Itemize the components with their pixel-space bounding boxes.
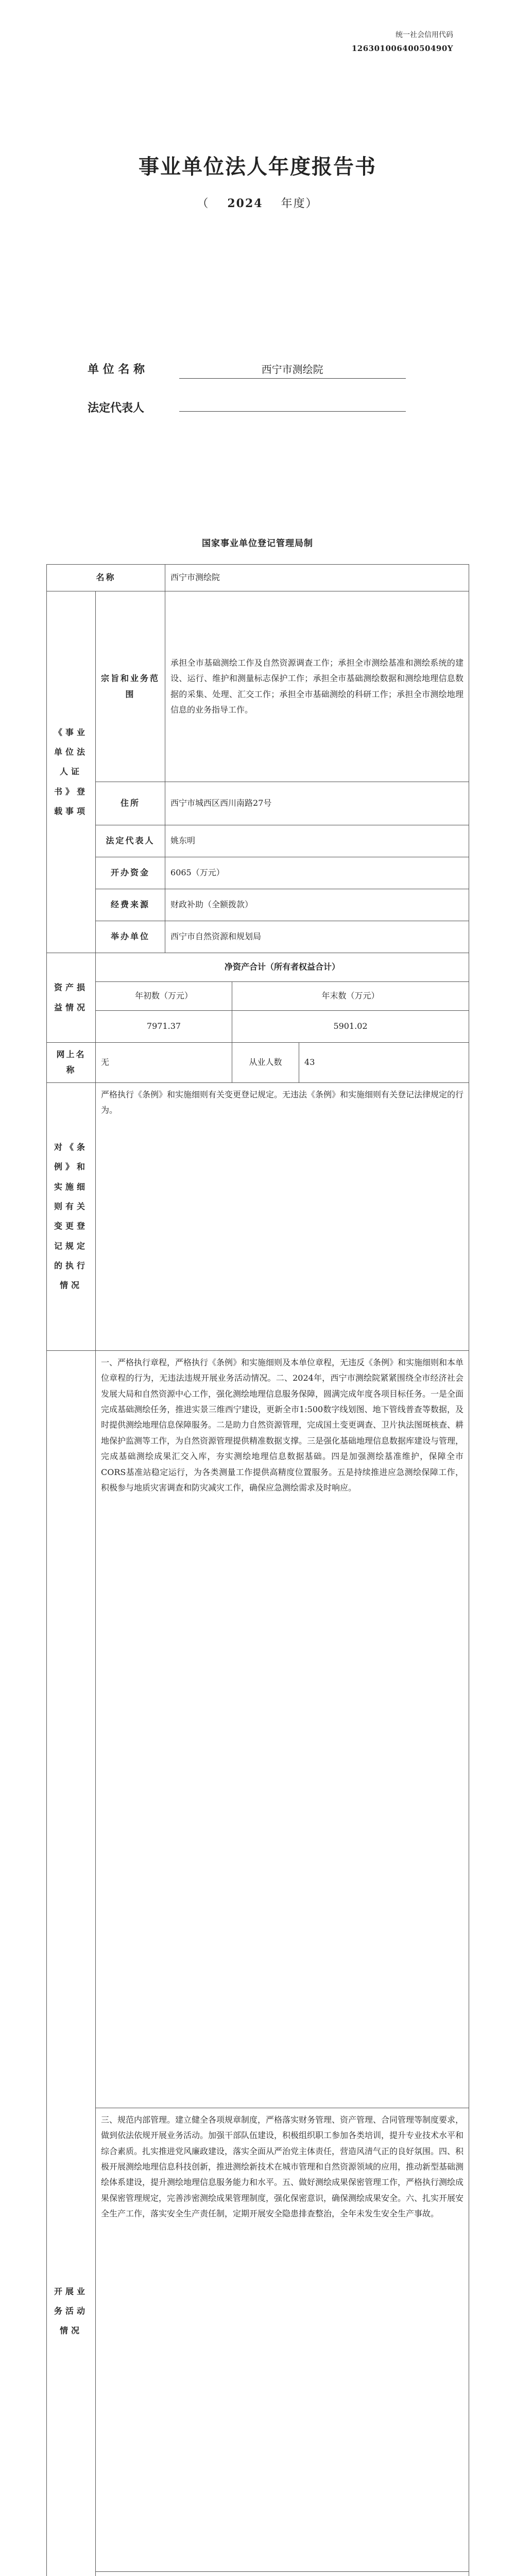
fund-value: 6065（万元） (165, 857, 469, 889)
end-value: 5901.02 (232, 1011, 469, 1043)
addr-value: 西宁市城西区西川南路27号 (165, 782, 469, 825)
reg-items-label: 《事业单位法人证书》登载事项 (47, 591, 96, 953)
cover-unit-row (88, 361, 406, 379)
legal-rep-value: 姚东明 (165, 825, 469, 857)
name-value: 西宁市测绘院 (165, 565, 469, 591)
web-name-label: 网上名称 (47, 1043, 96, 1083)
addr-label: 住所 (96, 782, 165, 825)
credit-code-label: 统一社会信用代码 (396, 31, 453, 39)
staff-count-label: 从业人数 (232, 1043, 299, 1083)
year-value: 2024 (227, 197, 263, 210)
cover-unit-value: 西宁市测绘院 (179, 361, 406, 379)
reg-exec-value: 严格执行《条例》和实施细则有关变更登记规定。无违法《条例》和实施细则有关登记法律规定的行为。 (96, 1082, 469, 1350)
begin-label: 年初数（万元） (96, 982, 232, 1011)
end-label: 年末数（万元） (232, 982, 469, 1011)
name-label: 名称 (47, 565, 165, 591)
credit-code-box (352, 28, 453, 55)
business-value-1: 一、严格执行章程，严格执行《条例》和实施细则及本单位章程，无违反《条例》和实施细则和本单位章程的行为，无违法违规开展业务活动情况。二、2024年，西宁市测绘院紧紧围绕全市经济社会发展大局和自然资源中心工作，强化测绘地理信息服务保障，圆满完成年度各项目标任务。一是全面完成基础测绘任务，推进实景三维西宁建设，更新全市1:500数字线划图、地下管线普查等数据，及时提供测绘地理信息保障服务。二是助力自然资源管理，完成国土变更调查、卫片执法图斑核查、耕地保护监测等工作，为自然资源管理提供精准数据支撑。三是强化基础地理信息数据库建设与管理，完成基础测绘成果汇交入库，夯实测绘地理信息数据基础。四是加强测绘基准维护，保障全市CORS基准站稳定运行，为各类测量工作提供高精度位置服务。五是持续推进应急测绘保障工作，积极参与地质灾害调查和防灾减灾工作，确保应急测绘需求及时响应。 (96, 1350, 469, 2108)
cover-rep-label: 法定代表人 (88, 401, 145, 415)
year-unit: 年度） (281, 197, 318, 210)
asset-label: 资产损益情况 (47, 953, 96, 1043)
cover-unit-label: 单 位 名 称 (88, 363, 145, 376)
staff-count-value: 43 (299, 1043, 469, 1083)
report-year (0, 195, 515, 211)
fund-label: 开办资金 (96, 857, 165, 889)
credit-code-value: 12630100640050490Y (351, 44, 453, 53)
legal-rep-label: 法定代表人 (96, 825, 165, 857)
business-label: 开展业务活动情况 (47, 1350, 96, 2576)
cover-rep-row (88, 399, 406, 415)
year-open: （ (197, 197, 210, 210)
purpose-value: 承担全市基础测绘工作及自然资源调查工作；承担全市测绘基准和测绘系统的建设、运行、维护和测量标志保护工作；承担全市基础测绘数据和测绘地理信息数据的采集、处理、汇交工作；承担全市基础测绘的科研工作；承担全市测绘地理信息的业务指导工作。 (165, 591, 469, 782)
purpose-label: 宗旨和业务范围 (96, 591, 165, 782)
report-table (46, 564, 469, 2576)
net-assets-label: 净资产合计（所有者权益合计） (96, 953, 469, 982)
business-value-3 (96, 2571, 469, 2576)
source-value: 财政补助（全额拨款） (165, 889, 469, 921)
reg-exec-label: 对《条例》和实施细则有关变更登记规定的执行情况 (47, 1082, 96, 1350)
business-value-2: 三、规范内部管理。建立健全各项规章制度，严格落实财务管理、资产管理、合同管理等制度要求，做到依法依规开展业务活动。加强干部队伍建设，积极组织职工参加各类培训，提升专业技术水平和综合素质。扎实推进党风廉政建设，落实全面从严治党主体责任，营造风清气正的良好氛围。四、积极开展测绘地理信息科技创新，推进测绘新技术在城市管理和自然资源领域的应用，推动新型基础测绘体系建设，提升测绘地理信息服务能力和水平。五、做好测绘成果保密管理工作，严格执行测绘成果保密管理规定，完善涉密测绘成果管理制度，强化保密意识，确保测绘成果安全。六、扎实开展安全生产工作，落实安全生产责任制，定期开展安全隐患排查整治，全年未发生安全生产事故。 (96, 2108, 469, 2571)
org-label: 举办单位 (96, 921, 165, 953)
source-label: 经费来源 (96, 889, 165, 921)
begin-value: 7971.37 (96, 1011, 232, 1043)
org-value: 西宁市自然资源和规划局 (165, 921, 469, 953)
cover-rep-value (179, 409, 406, 412)
page-title: 事业单位法人年度报告书 (139, 155, 376, 179)
issuer: 国家事业单位登记管理局制 (202, 538, 313, 549)
web-name-value: 无 (96, 1043, 232, 1083)
